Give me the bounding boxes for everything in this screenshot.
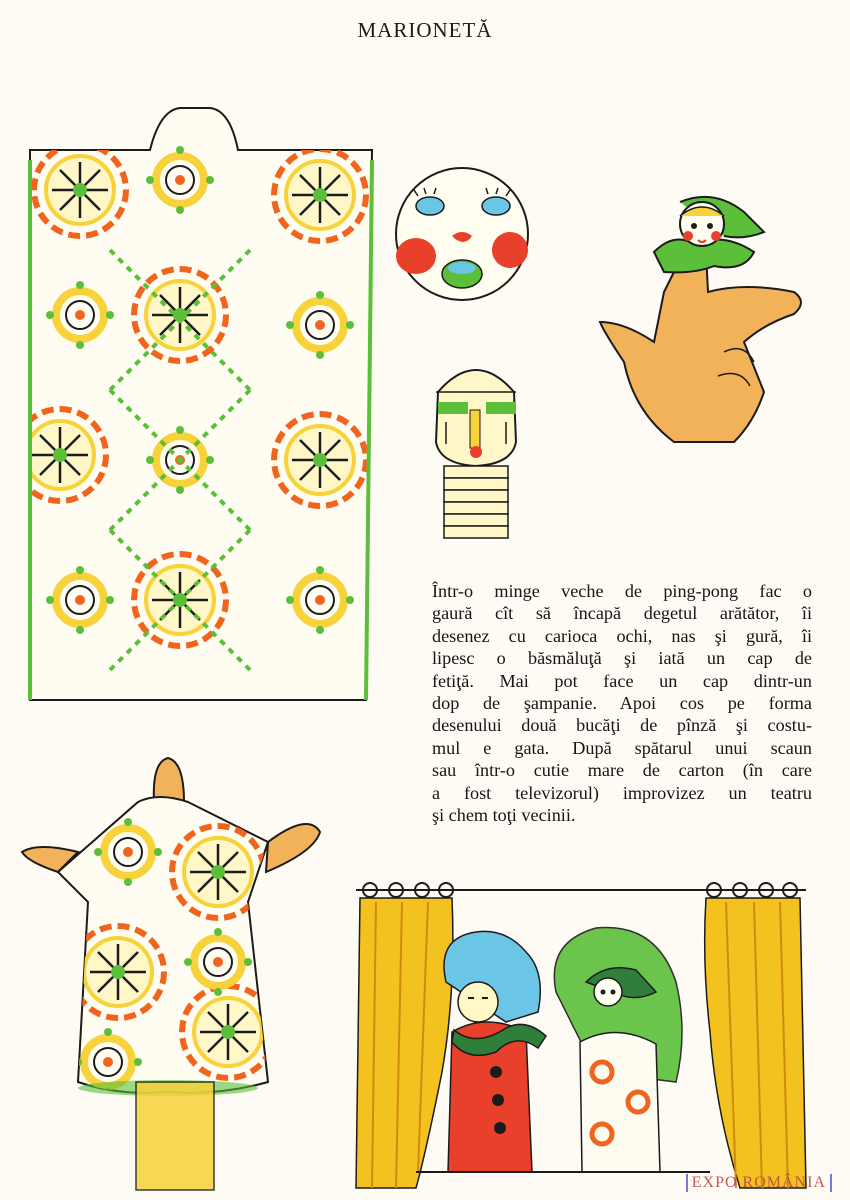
paragraph-line: a fost televizorul) improvizez un teatru	[432, 782, 812, 803]
paragraph-line: şi chem toţi vecinii.	[432, 805, 576, 826]
watermark-logo: EXPO ROMÂNIA	[686, 1174, 832, 1192]
paragraph-line: gaură cît să încapă degetul arătător, îi	[432, 603, 812, 624]
ping-pong-face-illustration	[392, 164, 532, 304]
paragraph-line: desenului două bucăţi de pînză şi costu-	[432, 715, 812, 736]
finger-puppet-hand-illustration	[594, 192, 814, 472]
paragraph-line: lipesc o băsmăluţă şi iată un cap de	[432, 648, 812, 669]
page-title: MARIONETĂ	[357, 18, 493, 42]
instructions-paragraph	[432, 580, 812, 826]
sewn-costume-illustration	[18, 752, 328, 1192]
costume-pattern-illustration	[20, 100, 380, 720]
cork-head-illustration	[416, 352, 536, 552]
paragraph-line: sau într-o cutie mare de carton (în care	[432, 760, 812, 781]
paragraph-line: fetiţă. Mai pot face un cap dintr-un	[432, 670, 812, 691]
paragraph-line: mul e gata. După spătarul unui scaun	[432, 737, 812, 758]
paragraph-line: Într-o minge veche de ping-pong fac o	[432, 581, 812, 601]
paragraph-line: dop de şampanie. Apoi cos pe forma	[432, 693, 812, 714]
paragraph-line: desenez cu carioca ochi, nas şi gură, îi	[432, 625, 812, 646]
puppet-theater-illustration	[356, 872, 816, 1192]
